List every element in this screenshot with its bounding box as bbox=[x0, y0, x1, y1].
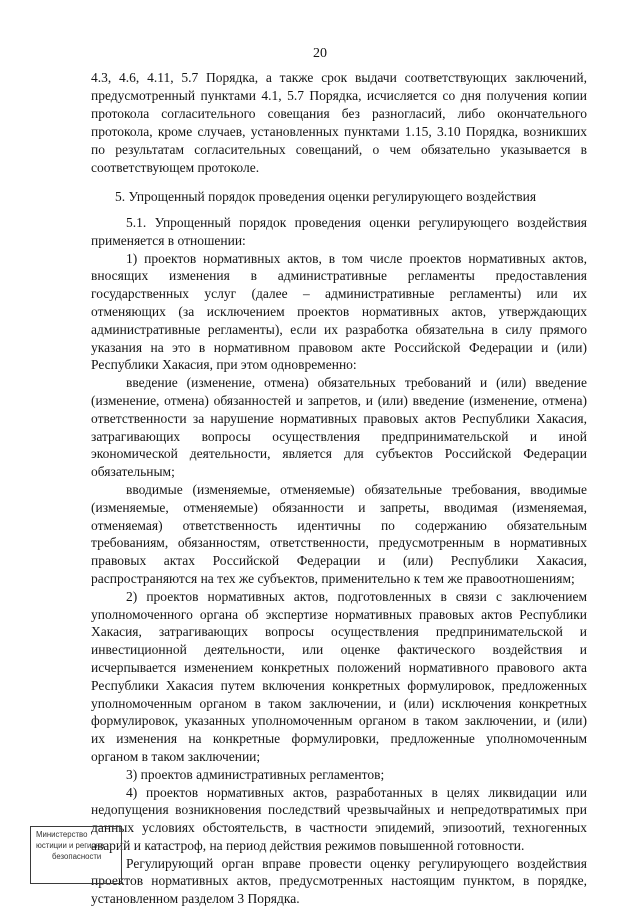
text-line: экономической деятельности, является для субъектов Российской Федерации bbox=[91, 446, 587, 462]
text-line: 2) проектов нормативных актов, подготовленных в связи с заключением bbox=[126, 588, 587, 604]
page-number: 20 bbox=[313, 46, 327, 61]
text-line: обязательным; bbox=[91, 464, 175, 480]
text-line: органом в таком заключении; bbox=[91, 748, 261, 764]
text-line: по результатам согласительных совещаний, о чем обязательно указывается в bbox=[91, 142, 587, 157]
section-body bbox=[91, 214, 587, 908]
text-line: ответственности за нарушение нормативных правовых актов Республики Хакасия, bbox=[91, 410, 587, 426]
text-line: данных условиях обстоятельств, в частности эпидемий, эпизоотий, техногенных bbox=[91, 820, 587, 836]
ministry-stamp bbox=[30, 826, 122, 884]
text-line: недопущения возникновения последствий чрезвычайных и непредотвратимых при bbox=[91, 802, 587, 818]
text-line: государственных услуг (далее – административные регламенты) или их bbox=[91, 286, 587, 302]
text-line: 4.3, 4.6, 4.11, 5.7 Порядка, а также срок выдачи соответствующих заключений, bbox=[91, 70, 587, 85]
text-line: протокола согласительного совещания без разногласий, либо окончательного bbox=[91, 106, 587, 121]
text-line: требованиям, обязанностям, ответственности, предусмотренным в нормативных bbox=[91, 535, 587, 551]
text-line: (изменяемые, отменяемые) обязанности и запреты, вводимая (изменяемая, bbox=[91, 499, 587, 515]
text-line: вводимые (изменяемые, отменяемые) обязательные требования, вводимые bbox=[126, 481, 587, 497]
text-line: Республики Хакасия, при этом одновременно: bbox=[91, 357, 357, 373]
text-line: отменяющих (за исключением проектов нормативных актов, утверждающих bbox=[91, 303, 587, 319]
text-line: административные регламенты), если их разработка обязательна в силу прямого bbox=[91, 321, 587, 337]
text-line: затрагивающих вопросы осуществления предпринимательской и иной bbox=[91, 428, 587, 444]
text-line: вносящих изменения в административные регламенты предоставления bbox=[91, 268, 587, 284]
text-line: уполномоченного органа об экспертизе нормативных правовых актов Республики bbox=[91, 606, 587, 622]
text-line: Хакасия, затрагивающих вопросы осуществления предпринимательской и bbox=[91, 624, 587, 640]
stamp-line: безопасности bbox=[52, 852, 102, 861]
text-line: распространяются на тех же субъектов, применительно к тем же правоотношениям; bbox=[91, 570, 575, 586]
text-line: их изменения на конкретные формулировки, предложенные уполномоченным bbox=[91, 731, 587, 747]
text-line: уполномоченным органом в таком заключении, и (или) исключения конкретных bbox=[91, 695, 587, 711]
text-line: формулировок, указанных уполномоченным органом в таком заключении, и (или) bbox=[91, 713, 587, 729]
text-line: отменяемая) ответственность идентичны по содержанию обязательным bbox=[91, 517, 587, 533]
text-line: правовых актах Российской Федерации и (или) Республики Хакасия, bbox=[91, 553, 587, 569]
text-line: Республики Хакасия путем включения конкретных формулировок, предложенных bbox=[91, 677, 587, 693]
text-line: аварий и катастроф, на период действия режимов повышенной готовности. bbox=[91, 837, 525, 853]
text-line: 4) проектов нормативных актов, разработанных в целях ликвидации или bbox=[126, 784, 587, 800]
stamp-line: юстиции и региона bbox=[36, 841, 105, 850]
text-line: (изменение, отмена) обязанностей и запретов, и (или) введение (изменение, отмена) bbox=[91, 392, 587, 408]
text-line: предусмотренный пунктами 4.1, 5.7 Порядка, исчисляется со дня получения копии bbox=[91, 88, 587, 103]
text-line: установленном разделом 3 Порядка. bbox=[91, 891, 300, 907]
text-line: исчерпывается изменением конкретных положений нормативного правового акта bbox=[91, 659, 587, 675]
text-line: введение (изменение, отмена) обязательных требований и (или) введение bbox=[126, 375, 587, 391]
text-line: 3) проектов административных регламентов; bbox=[126, 766, 385, 782]
text-line: 1) проектов нормативных актов, в том числе проектов нормативных актов, bbox=[126, 250, 587, 266]
text-line: соответствующем протоколе. bbox=[91, 160, 260, 175]
text-line: применяется в отношении: bbox=[91, 232, 246, 248]
text-line: 5.1. Упрощенный порядок проведения оценки регулирующего воздействия bbox=[126, 215, 587, 230]
text-line: указания на это в нормативном правовом акте Российской Федерации и (или) bbox=[91, 339, 587, 355]
text-line: проектов нормативных актов, предусмотренных настоящим пунктом, в порядке, bbox=[91, 873, 587, 889]
text-line: инвестиционной деятельности, или оценке фактического воздействия и bbox=[91, 642, 587, 658]
text-line: протокола, кроме случаев, установленных пунктами 1.15, 3.10 Порядка, возникших bbox=[91, 124, 587, 139]
section-heading: 5. Упрощенный порядок проведения оценки регулирующего воздействия bbox=[115, 189, 537, 204]
top-paragraph bbox=[91, 69, 587, 177]
stamp-line: Министерство bbox=[36, 830, 88, 839]
text-line: Регулирующий орган вправе провести оценку регулирующего воздействия bbox=[126, 855, 587, 871]
